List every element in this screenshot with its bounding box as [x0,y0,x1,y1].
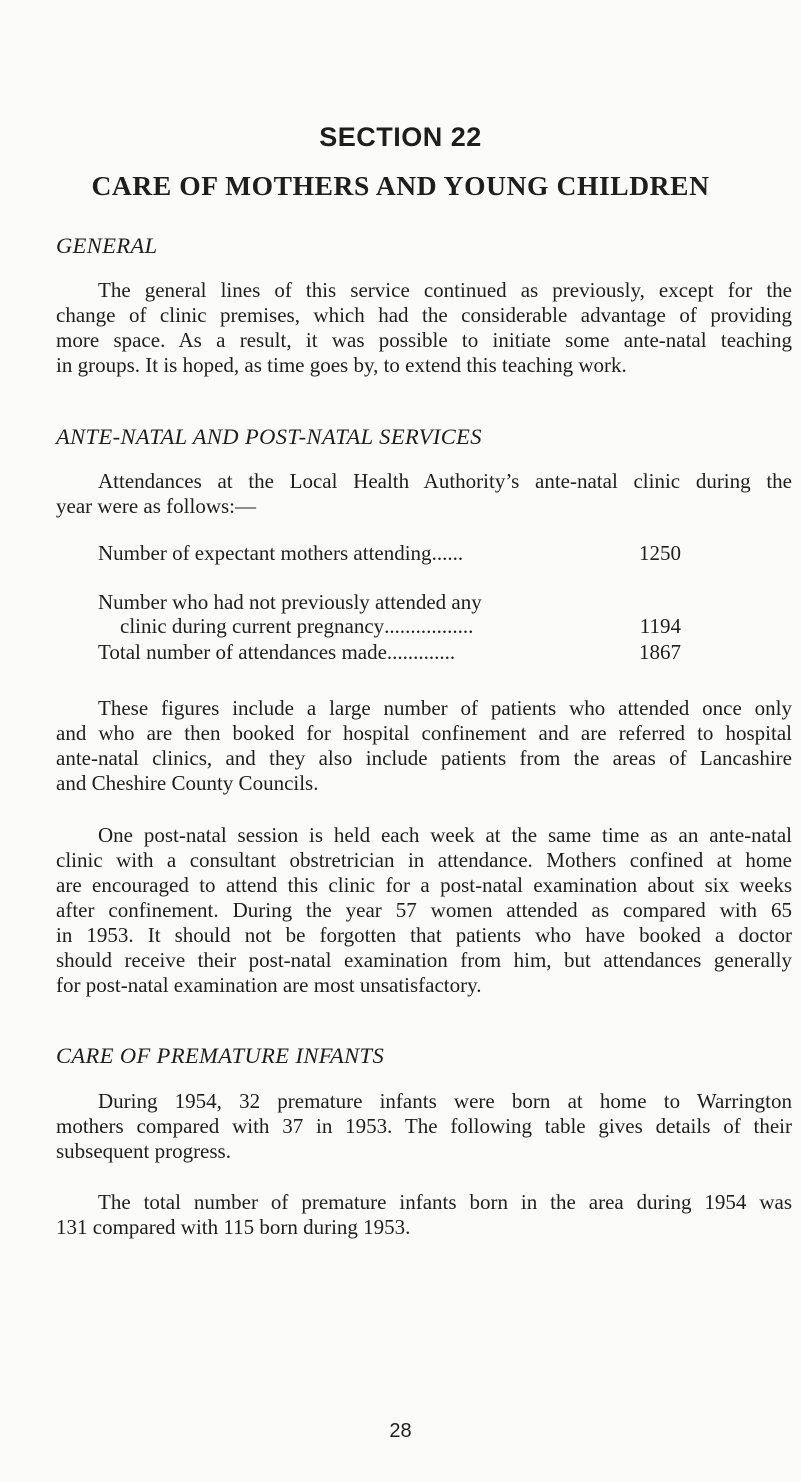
premature-heading: CARE OF PREMATURE INFANTS [56,1043,385,1068]
antenatal-para2-line-2: and who are then booked for hospital confinement and are referred to hospital [56,721,792,745]
stat-row-not-previously-attended [98,590,681,614]
stat-label: clinic during current pregnancy [120,614,385,638]
premature-para1-line-2: mothers compared with 37 in 1953. The following table gives details of their [56,1114,792,1138]
stat-value: 1194 [639,614,681,638]
stat-label: Total number of attendances made [98,640,387,664]
section-title: CARE OF MOTHERS AND YOUNG CHILDREN [91,170,710,201]
general-line-4: in groups. It is hoped, as time goes by, to extend this teaching work. [56,353,627,377]
antenatal-heading: ANTE-NATAL AND POST-NATAL SERVICES [56,424,482,449]
stat-label: Number of expectant mothers attending [98,541,432,565]
general-line-2: change of clinic premises, which had the considerable advantage of providing [56,303,792,327]
antenatal-intro-2: year were as follows:— [56,494,257,518]
premature-para2-line-1: The total number of premature infants born in the area during 1954 was [98,1190,792,1214]
stat-label: Number who had not previously attended any [98,590,482,614]
premature-para1-line-1: During 1954, 32 premature infants were born at home to Warrington [98,1089,792,1113]
stat-leader: ............. [386,640,456,664]
antenatal-para2-line-1: These figures include a large number of patients who attended once only [98,696,792,720]
antenatal-para3-line-4: after confinement. During the year 57 women attended as compared with 65 [56,898,792,922]
antenatal-para3-line-6: should receive their post-natal examination from him, but attendances generally [56,948,792,972]
general-line-3: more space. As a result, it was possible to initiate some ante-natal teaching [56,328,792,352]
antenatal-intro-1: Attendances at the Local Health Authority’s ante-natal clinic during the [98,469,792,493]
stat-value: 1250 [639,541,681,565]
antenatal-para3-line-3: are encouraged to attend this clinic for a post-natal examination about six weeks [56,873,792,897]
antenatal-para2-line-3: ante-natal clinics, and they also include patients from the areas of Lancashire [56,746,792,770]
stat-leader: ...... [431,541,464,565]
stat-row-total-attendances [98,640,681,664]
section-number: SECTION 22 [319,122,482,152]
antenatal-para2-line-4: and Cheshire County Councils. [56,771,319,795]
antenatal-para3-line-1: One post-natal session is held each week at the same time as an ante-natal [98,823,792,847]
stat-leader: ................. [384,614,474,638]
general-heading: GENERAL [56,233,158,258]
premature-para2-line-2: 131 compared with 115 born during 1953. [56,1215,411,1239]
stat-row-current-pregnancy [120,614,681,638]
premature-para1-line-3: subsequent progress. [56,1139,231,1163]
general-line-1: The general lines of this service continued as previously, except for the [98,278,792,302]
stat-value: 1867 [639,640,681,664]
stat-row-expectant-mothers [98,541,681,565]
antenatal-para3-line-5: in 1953. It should not be forgotten that patients who have booked a doctor [56,923,792,947]
antenatal-para3-line-7: for post-natal examination are most unsatisfactory. [56,973,482,997]
page-number: 28 [389,1420,412,1442]
antenatal-para3-line-2: clinic with a consultant obstretrician in attendance. Mothers confined at home [56,848,792,872]
